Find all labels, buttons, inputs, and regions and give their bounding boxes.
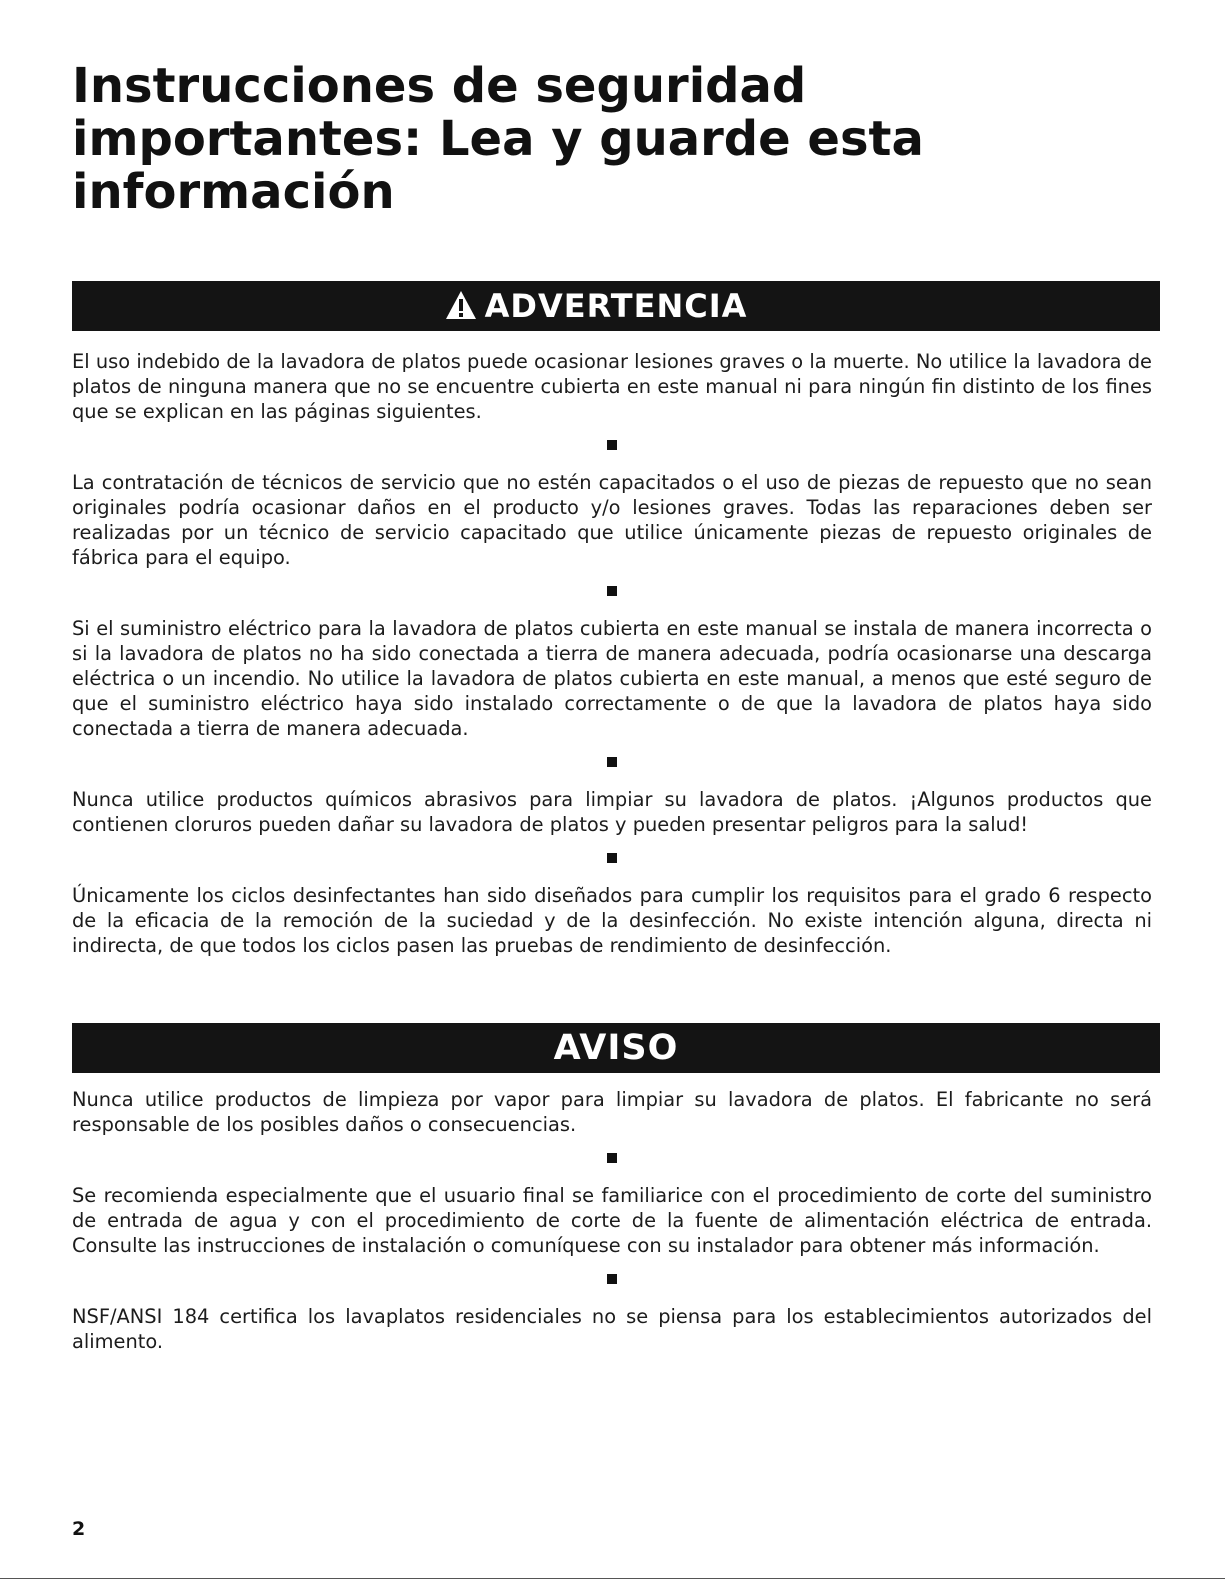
warning-paragraph-4: Nunca utilice productos químicos abrasivos para limpiar su lavadora de platos. ¡Algunos productos que contienen cloruros pueden dañar su lavadora de platos y pueden presentar peligros para la salud! <box>72 788 1152 836</box>
notice-heading: AVISO <box>553 1028 679 1068</box>
separator-bullet <box>607 757 617 767</box>
warning-paragraph-1: El uso indebido de la lavadora de platos puede ocasionar lesiones graves o la muerte. No utilice la lavadora de platos de ninguna manera que no se encuentre cubierta en este manual ni para ningún fin distinto de los fines que se explican en las páginas siguientes. <box>72 350 1152 423</box>
warning-triangle-icon <box>445 290 477 320</box>
separator-bullet <box>607 1274 617 1284</box>
warning-paragraph-5: Únicamente los ciclos desinfectantes han sido diseñados para cumplir los requisitos para el grado 6 respecto de la eficacia de la remoción de la suciedad y de la desinfección. No existe intención alguna, directa ni indirecta, de que todos los ciclos pasen las pruebas de rendimiento de desinfección. <box>72 884 1152 957</box>
notice-paragraph-2: Se recomienda especialmente que el usuario final se familiarice con el procedimiento de corte del suministro de entrada de agua y con el procedimiento de corte de la fuente de alimentación eléctrica de entrada. Consulte las instrucciones de instalación o comuníquese con su instalador para obtener más información. <box>72 1184 1152 1257</box>
warning-heading: ADVERTENCIA <box>484 287 748 325</box>
separator-bullet <box>607 853 617 863</box>
notice-paragraph-3: NSF/ANSI 184 certifica los lavaplatos residenciales no se piensa para los establecimientos autorizados del alimento. <box>72 1305 1152 1353</box>
warning-banner <box>72 281 1160 331</box>
separator-bullet <box>607 440 617 450</box>
warning-section <box>72 349 1152 958</box>
warning-paragraph-3: Si el suministro eléctrico para la lavadora de platos cubierta en este manual se instala de manera incorrecta o si la lavadora de platos no ha sido conectada a tierra de manera adecuada, podría ocasionarse una descarga eléctrica o un incendio. No utilice la lavadora de platos cubierta en este manual, a menos que esté seguro de que el suministro eléctrico haya sido instalado correctamente o de que la lavadora de platos haya sido conectada a tierra de manera adecuada. <box>72 617 1152 740</box>
bottom-divider <box>0 1578 1225 1579</box>
warning-paragraph-2: La contratación de técnicos de servicio que no estén capacitados o el uso de piezas de repuesto que no sean originales podría ocasionar daños en el producto y/o lesiones graves. Todas las reparaciones deben ser realizadas por un técnico de servicio capacitado que utilice únicamente piezas de repuesto originales de fábrica para el equipo. <box>72 471 1152 569</box>
notice-banner <box>72 1023 1160 1073</box>
page-number: 2 <box>72 1518 86 1540</box>
notice-section <box>72 1087 1152 1354</box>
page-title: Instrucciones de seguridad importantes: Lea y guarde esta información <box>72 58 924 220</box>
notice-paragraph-1: Nunca utilice productos de limpieza por vapor para limpiar su lavadora de platos. El fabricante no será responsable de los posibles daños o consecuencias. <box>72 1088 1152 1136</box>
separator-bullet <box>607 1153 617 1163</box>
separator-bullet <box>607 586 617 596</box>
